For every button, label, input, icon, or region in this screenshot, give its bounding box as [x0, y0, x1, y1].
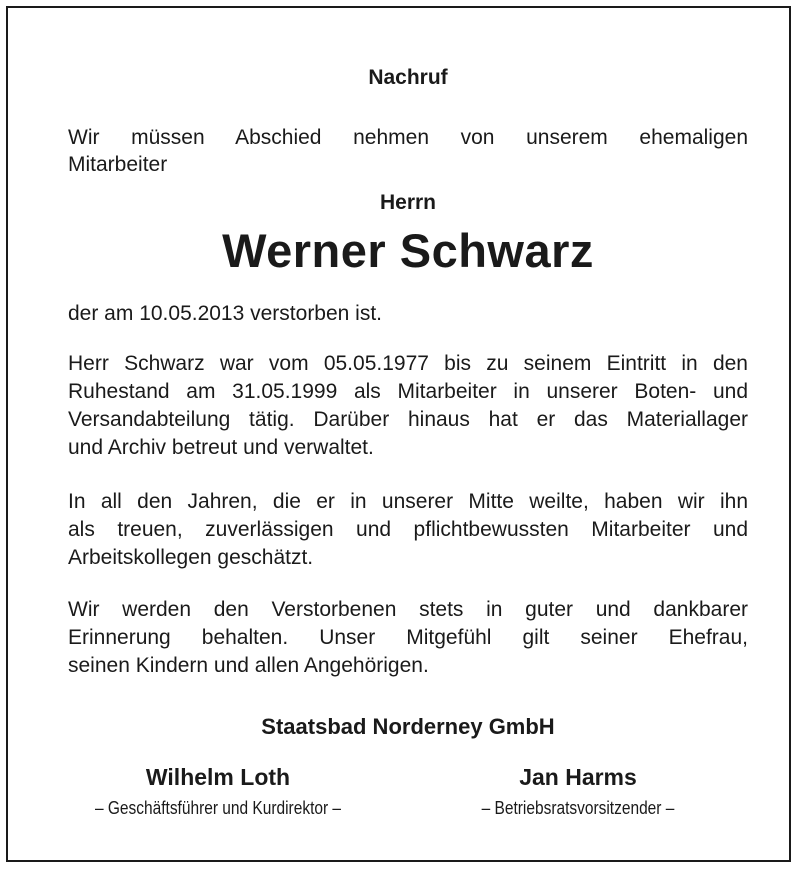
text-line: Arbeitskollegen geschätzt.	[68, 546, 314, 569]
deceased-name: Werner Schwarz	[222, 224, 594, 277]
paragraph-appreciation	[68, 488, 748, 572]
company-name: Staatsbad Norderney GmbH	[261, 714, 555, 739]
signatory-left	[28, 764, 408, 819]
honorific: Herrn	[379, 191, 437, 214]
signatory-role: – Betriebsratsvorsitzender –	[481, 798, 675, 818]
paragraph-remembrance	[68, 596, 748, 680]
intro-line: Mitarbeiter	[68, 153, 168, 176]
text-line: seinen Kindern und allen Angehörigen.	[68, 654, 429, 677]
text-line: Erinnerung behalten. Unser Mitgefühl gilt seiner Ehefrau,	[68, 626, 748, 649]
notice-title: Nachruf	[368, 66, 448, 89]
text-line: In all den Jahren, die er in unserer Mitte weilte, haben wir ihn	[68, 490, 748, 513]
obituary-frame	[6, 6, 791, 862]
text-line: Ruhestand am 31.05.1999 als Mitarbeiter in unserer Boten- und	[68, 380, 748, 403]
text-line: und Archiv betreut und verwaltet.	[68, 436, 374, 459]
text-line: der am 10.05.2013 verstorben ist.	[68, 302, 383, 325]
signatory-right	[408, 764, 748, 819]
text-line: Herr Schwarz war vom 05.05.1977 bis zu seinem Eintritt in den	[68, 352, 748, 375]
paragraph-career	[68, 350, 748, 462]
death-date-line	[68, 300, 748, 328]
text-line: Versandabteilung tätig. Darüber hinaus hat er das Materiallager	[68, 408, 748, 431]
signatory-role: – Geschäftsführer und Kurdirektor –	[94, 798, 342, 818]
text-line: als treuen, zuverlässigen und pflichtbewussten Mitarbeiter und	[68, 518, 748, 541]
signatory-name: Wilhelm Loth	[145, 764, 291, 790]
signatory-name: Jan Harms	[519, 764, 637, 790]
text-line: Wir werden den Verstorbenen stets in guter und dankbarer	[68, 598, 748, 621]
intro-line: Wir müssen Abschied nehmen von unserem ehemaligen	[68, 126, 748, 149]
intro-text	[68, 124, 748, 178]
